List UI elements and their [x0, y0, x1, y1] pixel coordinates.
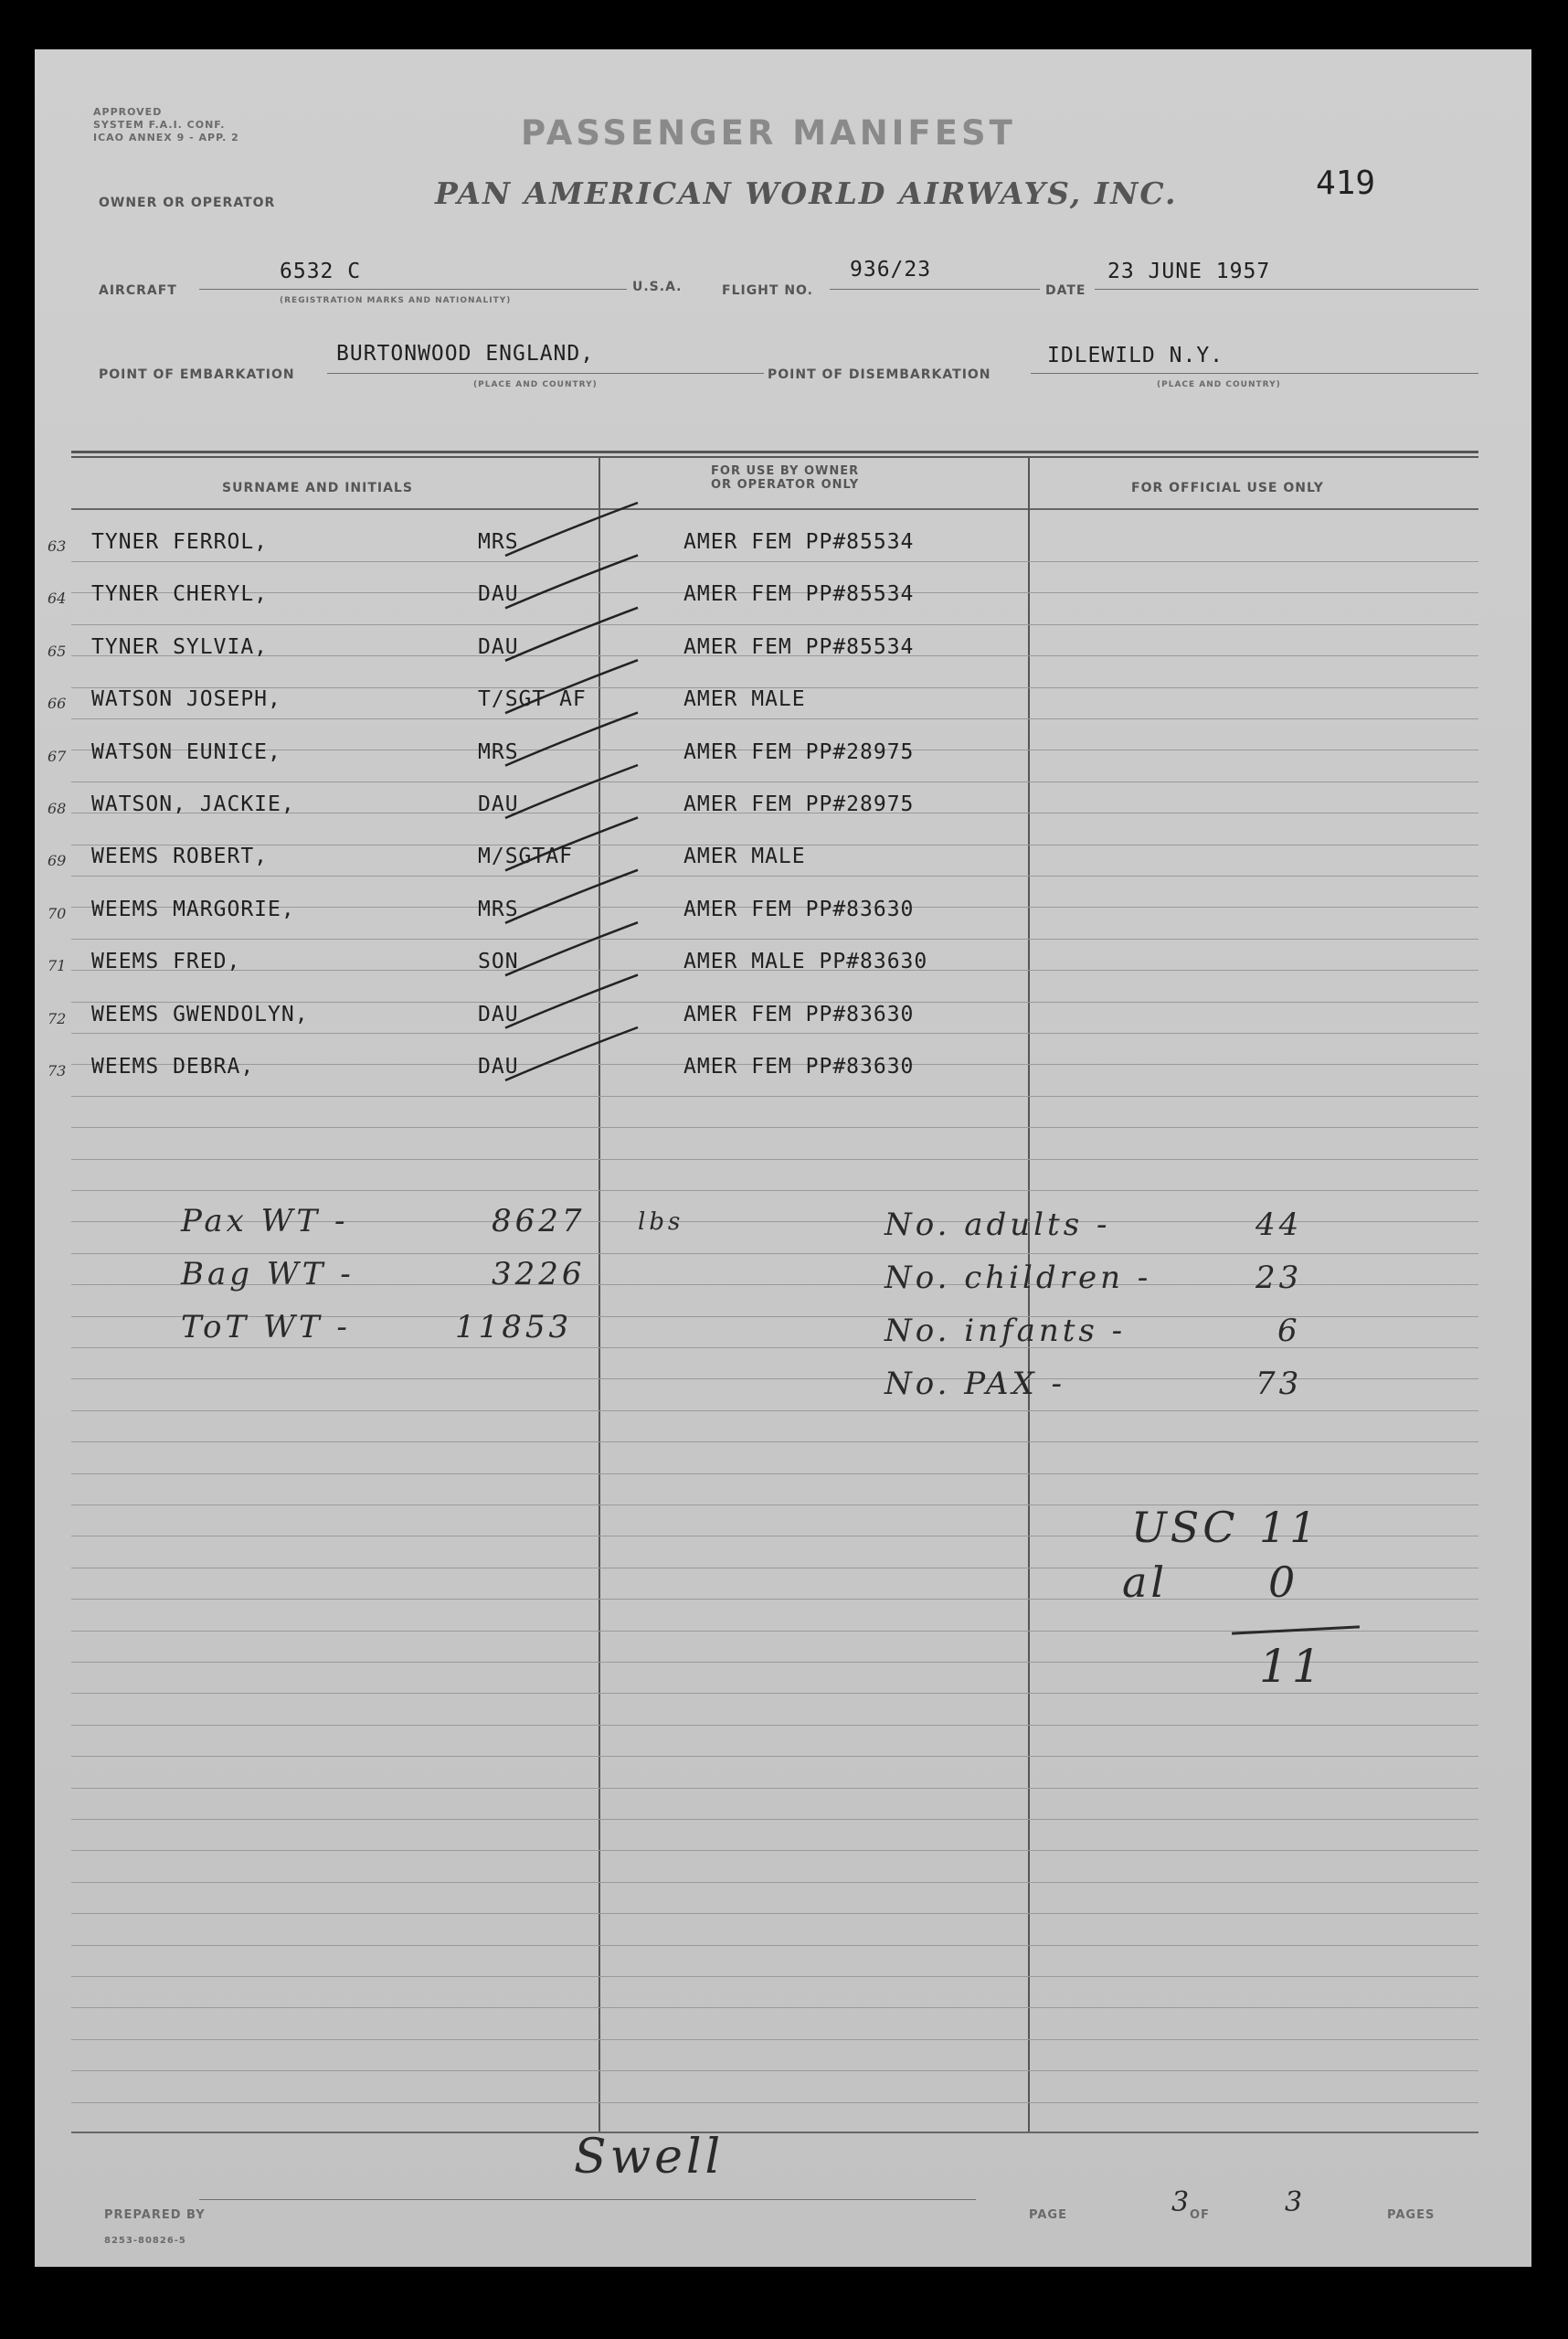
passenger-number: 65	[48, 642, 67, 660]
disembarkation-value: IDLEWILD N.Y.	[1047, 344, 1224, 367]
aircraft-value: 6532 C	[280, 260, 362, 283]
check-mark	[505, 1027, 638, 1080]
approval-line: SYSTEM F.A.I. CONF.	[93, 119, 226, 131]
ruled-line	[71, 2102, 1478, 2103]
date-value: 23 JUNE 1957	[1107, 260, 1271, 283]
passenger-nationality-passport: AMER FEM PP#85534	[683, 530, 915, 554]
passenger-nationality-passport: AMER FEM PP#85534	[683, 582, 915, 607]
passenger-relation: MRS	[478, 530, 519, 554]
pages-label: PAGES	[1387, 2208, 1436, 2222]
embarkation-label: POINT OF EMBARKATION	[99, 367, 295, 382]
preparer-signature: Swell	[574, 2130, 725, 2185]
pax-count-label: No. PAX -	[885, 1366, 1066, 1402]
passenger-relation: T/SGT AF	[478, 687, 587, 712]
passenger-number: 69	[48, 852, 67, 870]
ruled-line	[71, 1819, 1478, 1820]
ruled-line	[71, 1599, 1478, 1600]
tally-label-al: al	[1122, 1558, 1169, 1607]
form-code: 8253-80826-5	[104, 2236, 186, 2246]
place-label: (PLACE AND COUNTRY)	[1157, 380, 1281, 389]
ruled-line	[71, 1725, 1478, 1726]
registration-label: (REGISTRATION MARKS AND NATIONALITY)	[280, 296, 512, 305]
ruled-line	[71, 1473, 1478, 1474]
aircraft-label: AIRCRAFT	[99, 283, 177, 298]
tally-total: 11	[1259, 1640, 1325, 1693]
table-bottom-border	[71, 2132, 1478, 2133]
ruled-line	[71, 1410, 1478, 1411]
prepared-by-label: PREPARED BY	[104, 2208, 206, 2222]
children-label: No. children -	[885, 1260, 1152, 1296]
nationality: U.S.A.	[632, 280, 683, 294]
check-mark	[505, 817, 638, 870]
ruled-line	[71, 1693, 1478, 1694]
passenger-name: WEEMS DEBRA,	[91, 1055, 255, 1079]
ruled-line	[71, 1850, 1478, 1851]
ruled-line	[71, 1441, 1478, 1442]
passenger-nationality-passport: AMER MALE	[683, 687, 806, 712]
passenger-name: WATSON EUNICE,	[91, 739, 281, 764]
passenger-relation: DAU	[478, 1002, 519, 1026]
check-mark	[505, 765, 638, 818]
passenger-nationality-passport: AMER MALE	[683, 845, 806, 869]
page-title: PASSENGER MANIFEST	[521, 113, 1016, 153]
disembarkation-label: POINT OF DISEMBARKATION	[768, 367, 991, 382]
approval-line: ICAO ANNEX 9 - APP. 2	[93, 132, 239, 144]
sheet-number: 419	[1316, 165, 1376, 202]
passenger-number: 63	[48, 537, 67, 555]
ruled-line	[71, 1253, 1478, 1254]
passenger-number: 64	[48, 590, 67, 608]
passenger-relation: M/SGTAF	[478, 845, 573, 869]
passenger-number: 73	[48, 1062, 67, 1079]
total-weight-value: 11853	[455, 1309, 573, 1345]
page-label: PAGE	[1029, 2208, 1067, 2222]
tally-value-al: 0	[1268, 1558, 1299, 1607]
passenger-nationality-passport: AMER FEM PP#83630	[683, 897, 915, 921]
page-number: 3	[1171, 2186, 1193, 2218]
check-mark	[505, 975, 638, 1028]
tally-value-usc: 11	[1259, 1503, 1320, 1552]
passenger-name: WEEMS GWENDOLYN,	[91, 1002, 309, 1026]
approval-line: APPROVED	[93, 106, 163, 118]
passenger-relation: DAU	[478, 634, 519, 659]
total-weight-label: ToT WT -	[181, 1309, 351, 1345]
passenger-number: 68	[48, 800, 67, 817]
children-value: 23	[1255, 1260, 1303, 1296]
flight-value: 936/23	[850, 258, 932, 282]
infants-value: 6	[1277, 1313, 1301, 1349]
bag-weight-label: Bag WT -	[181, 1256, 355, 1292]
passenger-nationality-passport: AMER FEM PP#83630	[683, 1002, 915, 1026]
check-mark	[505, 870, 638, 923]
pax-count-value: 73	[1255, 1366, 1303, 1402]
ruled-line	[71, 2070, 1478, 2071]
check-mark	[505, 503, 638, 556]
passenger-number: 66	[48, 695, 67, 713]
manifest-sheet	[35, 49, 1531, 2267]
ruled-line	[71, 2007, 1478, 2008]
passenger-name: WATSON JOSEPH,	[91, 687, 281, 712]
column-header-owner: FOR USE BY OWNER OR OPERATOR ONLY	[711, 464, 860, 492]
passenger-name: TYNER FERROL,	[91, 530, 269, 554]
passenger-number: 67	[48, 747, 67, 765]
pax-weight-unit: lbs	[638, 1208, 684, 1236]
of-label: OF	[1190, 2208, 1210, 2222]
check-mark	[505, 608, 638, 661]
ruled-line	[71, 1788, 1478, 1789]
passenger-relation: DAU	[478, 582, 519, 607]
passenger-relation: DAU	[478, 792, 519, 816]
passenger-name: WATSON, JACKIE,	[91, 792, 295, 816]
embarkation-value: BURTONWOOD ENGLAND,	[336, 342, 595, 366]
passenger-relation: SON	[478, 950, 519, 974]
adults-label: No. adults -	[885, 1207, 1111, 1243]
passenger-number: 72	[48, 1009, 67, 1027]
check-mark	[505, 555, 638, 608]
bag-weight-value: 3226	[492, 1256, 586, 1292]
passenger-name: WEEMS FRED,	[91, 950, 241, 974]
passenger-name: WEEMS ROBERT,	[91, 845, 269, 869]
ruled-line	[71, 1882, 1478, 1883]
passenger-name: TYNER CHERYL,	[91, 582, 269, 607]
passenger-number: 70	[48, 904, 67, 922]
passenger-name: TYNER SYLVIA,	[91, 634, 269, 659]
ruled-line	[71, 1347, 1478, 1348]
ruled-line	[71, 1756, 1478, 1757]
column-header-official: FOR OFFICIAL USE ONLY	[1131, 481, 1324, 495]
check-mark	[505, 713, 638, 766]
passenger-nationality-passport: AMER FEM PP#83630	[683, 1055, 915, 1079]
passenger-nationality-passport: AMER MALE PP#83630	[683, 950, 928, 974]
passenger-relation: DAU	[478, 1055, 519, 1079]
place-label: (PLACE AND COUNTRY)	[473, 380, 598, 389]
passenger-nationality-passport: AMER FEM PP#28975	[683, 792, 915, 816]
flight-label: FLIGHT NO.	[722, 283, 813, 298]
pax-weight-label: Pax WT -	[181, 1203, 349, 1239]
adults-value: 44	[1255, 1207, 1303, 1243]
passenger-number: 71	[48, 957, 67, 975]
ruled-line	[71, 1913, 1478, 1914]
passenger-name: WEEMS MARGORIE,	[91, 897, 295, 921]
owner-label: OWNER OR OPERATOR	[99, 196, 276, 210]
infants-label: No. infants -	[885, 1313, 1127, 1349]
column-header-surname: SURNAME AND INITIALS	[222, 481, 413, 495]
operator-name: PAN AMERICAN WORLD AIRWAYS, INC.	[435, 175, 1178, 211]
check-marks	[35, 49, 1531, 1238]
pax-weight-value: 8627	[492, 1203, 586, 1239]
date-label: DATE	[1045, 283, 1086, 298]
passenger-nationality-passport: AMER FEM PP#28975	[683, 739, 915, 764]
passenger-relation: MRS	[478, 897, 519, 921]
check-mark	[505, 660, 638, 713]
ruled-line	[71, 1976, 1478, 1977]
passenger-relation: MRS	[478, 739, 519, 764]
ruled-line	[71, 2039, 1478, 2040]
page-total: 3	[1285, 2186, 1307, 2218]
check-mark	[505, 922, 638, 975]
ruled-line	[71, 1945, 1478, 1946]
passenger-nationality-passport: AMER FEM PP#85534	[683, 634, 915, 659]
tally-label-usc: USC	[1131, 1503, 1239, 1552]
